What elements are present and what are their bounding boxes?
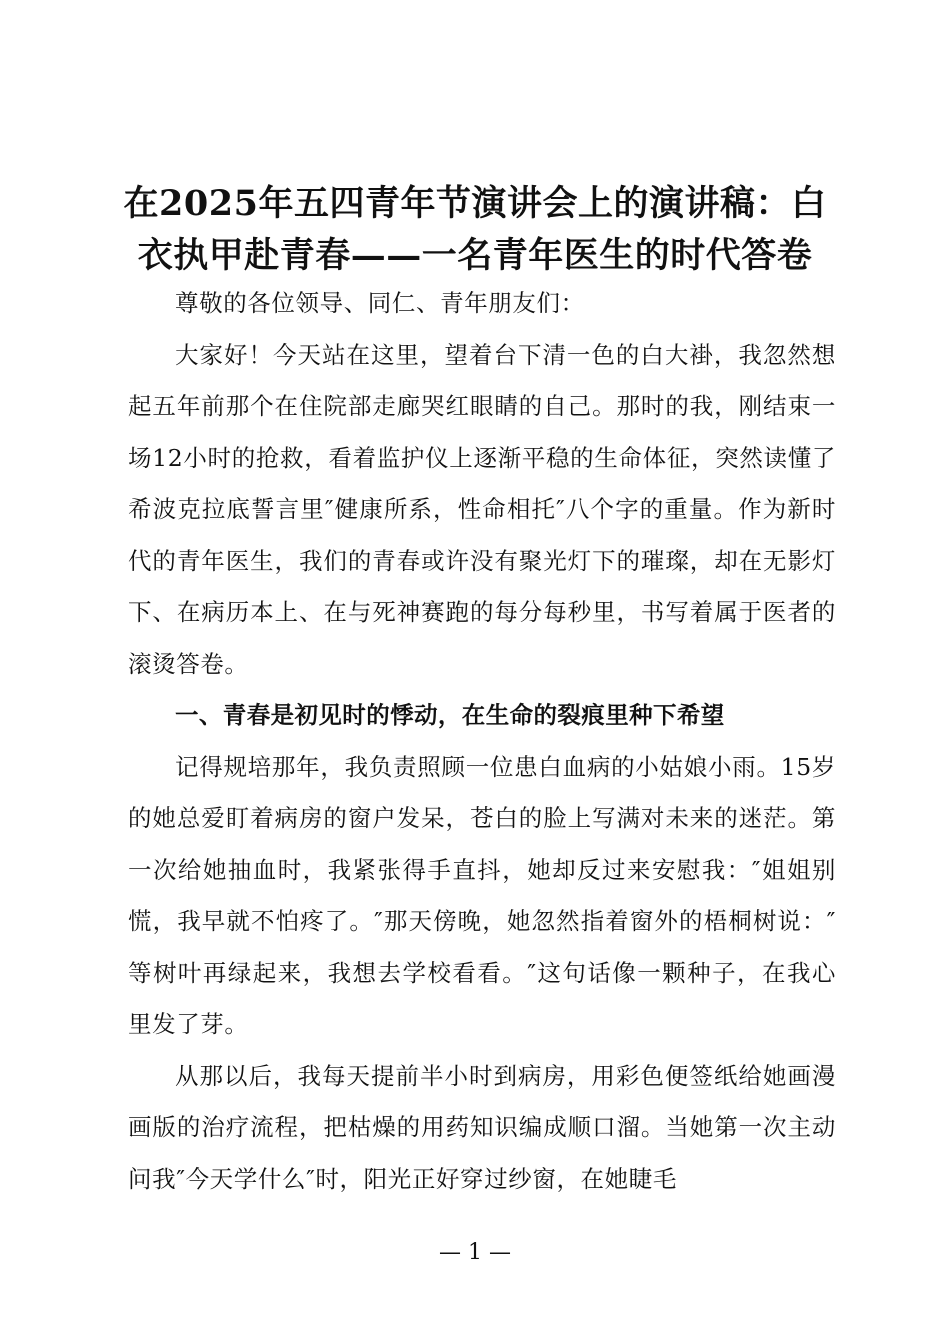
body-paragraph: 大家好！今天站在这里，望着台下清一色的白大褂，我忽然想起五年前那个在住院部走廊哭红眼睛的自己。那时的我，刚结束一场12小时的抢救，看着监护仪上逐渐平稳的生命体征，突然读懂了希波克拉底誓言里″健康所系，性命相托″八个字的重量。作为新时代的青年医生，我们的青春或许没有聚光灯下的璀璨，却在无影灯下、在病历本上、在与死神赛跑的每分每秒里，书写着属于医者的滚烫答卷。 (128, 340, 836, 678)
section-heading: 一、青春是初见时的悸动，在生命的裂痕里种下希望 (175, 701, 725, 729)
document-body (128, 278, 836, 1205)
body-paragraph: 记得规培那年，我负责照顾一位患白血病的小姑娘小雨。15岁的她总爱盯着病房的窗户发呆，苍白的脸上写满对未来的迷茫。第一次给她抽血时，我紧张得手直抖，她却反过来安慰我：″姐姐别慌，我早就不怕疼了。″那天傍晚，她忽然指着窗外的梧桐树说：″等树叶再绿起来，我想去学校看看。″这句话像一颗种子，在我心里发了芽。 (128, 752, 836, 1038)
body-paragraph: 从那以后，我每天提前半小时到病房，用彩色便签纸给她画漫画版的治疗流程，把枯燥的用药知识编成顺口溜。当她第一次主动问我″今天学什么″时，阳光正好穿过纱窗，在她睫毛 (128, 1061, 836, 1193)
document-title: 在2025年五四青年节演讲会上的演讲稿：白衣执甲赴青春——一名青年医生的时代答卷 (123, 183, 827, 276)
page-number: — 1 — (439, 1240, 511, 1265)
greeting: 尊敬的各位领导、同仁、青年朋友们： (175, 289, 585, 317)
